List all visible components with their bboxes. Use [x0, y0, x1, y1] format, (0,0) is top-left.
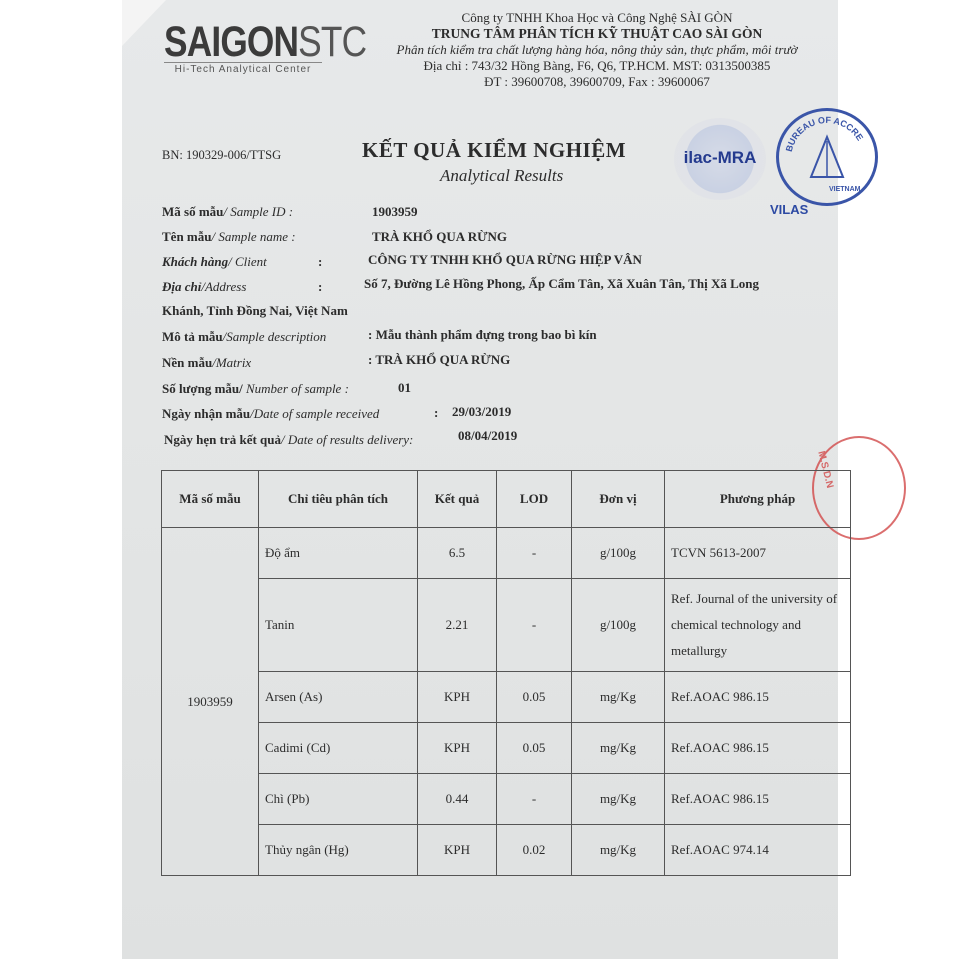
col-header-result: Kết quả [418, 471, 497, 528]
sample-name-value: TRÀ KHỔ QUA RỪNG [372, 229, 507, 244]
lod-cell: 0.05 [497, 672, 572, 723]
received-field [162, 406, 379, 422]
col-header-parameter: Chỉ tiêu phân tích [259, 471, 418, 528]
stamp-text: M.S.D.N [815, 450, 836, 490]
ilac-mra-badge [674, 118, 766, 200]
sample-id-label-en: / Sample ID : [223, 204, 294, 219]
unit-cell: mg/Kg [572, 723, 665, 774]
delivery-field [164, 432, 413, 448]
col-header-method: Phương pháp [665, 471, 851, 528]
unit-cell: g/100g [572, 579, 665, 672]
address-value-line1: Số 7, Đường Lê Hồng Phong, Ấp Cẩm Tân, Xã Xuân Tân, Thị Xã Long [364, 276, 760, 291]
logo-wordmark [164, 18, 367, 66]
result-cell: 0.44 [418, 774, 497, 825]
sample-name-label-en: / Sample name : [211, 229, 296, 244]
lod-cell: - [497, 579, 572, 672]
matrix-field [162, 355, 251, 371]
result-cell: KPH [418, 825, 497, 876]
param-cell: Arsen (As) [259, 672, 418, 723]
client-label-en: / Client [228, 254, 267, 269]
vilas-country-text: VIETNAM [829, 186, 861, 193]
table-row [162, 774, 851, 825]
table-header-row [162, 471, 851, 528]
sample-name-label: Tên mẫu [162, 229, 212, 244]
sample-id-label: Mã số mẫu [162, 204, 224, 219]
ilac-mra-text: ilac-MRA [683, 148, 757, 167]
table-row [162, 579, 851, 672]
client-label: Khách hàng [162, 254, 229, 269]
param-cell: Thủy ngân (Hg) [259, 825, 418, 876]
col-header-sample-id: Mã số mẫu [162, 471, 259, 528]
received-colon: : [434, 405, 439, 420]
description-label-en: /Sample description [222, 329, 327, 344]
letterhead [347, 10, 847, 90]
table-row [162, 723, 851, 774]
col-header-lod: LOD [497, 471, 572, 528]
client-value: CÔNG TY TNHH KHỔ QUA RỪNG HIỆP VÂN [368, 252, 642, 267]
client-colon: : [318, 254, 323, 269]
count-label: Số lượng mẫu/ [162, 381, 243, 396]
received-label: Ngày nhận mẫu [162, 406, 251, 421]
method-cell: Ref.AOAC 986.15 [665, 672, 851, 723]
logo-accent-text: STC [298, 18, 367, 66]
delivery-value: 08/04/2019 [458, 428, 518, 443]
method-cell: Ref.AOAC 974.14 [665, 825, 851, 876]
received-label-en: /Date of sample received [250, 406, 380, 421]
address-line: Địa chỉ : 743/32 Hồng Bàng, F6, Q6, TP.HCM. MST: 0313500385 [423, 58, 771, 73]
result-cell: 2.21 [418, 579, 497, 672]
table-row [162, 672, 851, 723]
count-label-en: Number of sample : [246, 381, 349, 396]
sample-id-field [162, 204, 293, 220]
unit-cell: mg/Kg [572, 672, 665, 723]
description-value: : Mẫu thành phẩm đựng trong bao bì kín [368, 327, 597, 342]
lod-cell: - [497, 774, 572, 825]
result-cell: KPH [418, 672, 497, 723]
received-value: 29/03/2019 [452, 404, 512, 419]
vilas-label: VILAS [770, 202, 809, 217]
param-cell: Độ ẩm [259, 528, 418, 579]
vilas-badge [770, 108, 880, 220]
param-cell: Cadimi (Cd) [259, 723, 418, 774]
batch-number: BN: 190329-006/TTSG [162, 148, 282, 162]
sample-id-cell: 1903959 [162, 528, 259, 876]
sample-name-field [162, 229, 296, 245]
result-cell: KPH [418, 723, 497, 774]
unit-cell: mg/Kg [572, 774, 665, 825]
vilas-ring-text [784, 115, 865, 153]
description-label: Mô tả mẫu [162, 329, 223, 344]
address-colon: : [318, 279, 323, 294]
matrix-label-en: /Matrix [212, 355, 252, 370]
phone-line: ĐT : 39600708, 39600709, Fax : 39600067 [484, 74, 710, 89]
results-table [161, 470, 851, 876]
address-label: Địa chỉ [162, 279, 202, 294]
delivery-label: Ngày hẹn trả kết quả [164, 432, 282, 447]
method-cell: TCVN 5613-2007 [665, 528, 851, 579]
company-line: Công ty TNHH Khoa Học và Công Nghệ SÀI GÒN [461, 10, 733, 25]
lod-cell: 0.05 [497, 723, 572, 774]
unit-cell: g/100g [572, 528, 665, 579]
description-field [162, 329, 326, 345]
result-cell: 6.5 [418, 528, 497, 579]
address-value-line2: Khánh, Tỉnh Đồng Nai, Việt Nam [162, 303, 348, 318]
param-cell: Tanin [259, 579, 418, 672]
table-row [162, 825, 851, 876]
document-subtitle: Analytical Results [440, 166, 564, 185]
sample-id-value: 1903959 [372, 204, 418, 219]
services-line: Phân tích kiểm tra chất lượng hàng hóa, nông thủy sản, thực phẩm, môi trườ [396, 42, 798, 57]
logo-main-text: SAIGON [164, 18, 299, 66]
center-name: TRUNG TÂM PHÂN TÍCH KỸ THUẬT CAO SÀI GÒN [431, 26, 763, 41]
client-field [162, 254, 267, 270]
vilas-emblem [779, 111, 875, 203]
param-cell: Chì (Pb) [259, 774, 418, 825]
folded-corner [122, 0, 166, 46]
document-page [122, 0, 866, 959]
count-field [162, 381, 349, 397]
logo-subtitle: Hi-Tech Analytical Center [164, 62, 322, 75]
vilas-seal-icon [776, 108, 878, 206]
table-row [162, 528, 851, 579]
address-field [162, 279, 246, 295]
document-title: KẾT QUẢ KIỂM NGHIỆM [362, 138, 627, 162]
method-cell: Ref. Journal of the university of chemical technology and metallurgy [665, 579, 851, 672]
col-header-unit: Đơn vị [572, 471, 665, 528]
delivery-label-en: / Date of results delivery: [281, 432, 414, 447]
unit-cell: mg/Kg [572, 825, 665, 876]
matrix-value: : TRÀ KHỔ QUA RỪNG [368, 352, 511, 367]
matrix-label: Nền mẫu [162, 355, 213, 370]
vilas-ring-path: BUREAU OF ACCRE [783, 114, 866, 153]
lod-cell: 0.02 [497, 825, 572, 876]
count-value: 01 [398, 380, 411, 395]
method-cell: Ref.AOAC 986.15 [665, 723, 851, 774]
method-cell: Ref.AOAC 986.15 [665, 774, 851, 825]
address-label-en: /Address [201, 279, 247, 294]
company-logo [164, 18, 367, 90]
lod-cell: - [497, 528, 572, 579]
